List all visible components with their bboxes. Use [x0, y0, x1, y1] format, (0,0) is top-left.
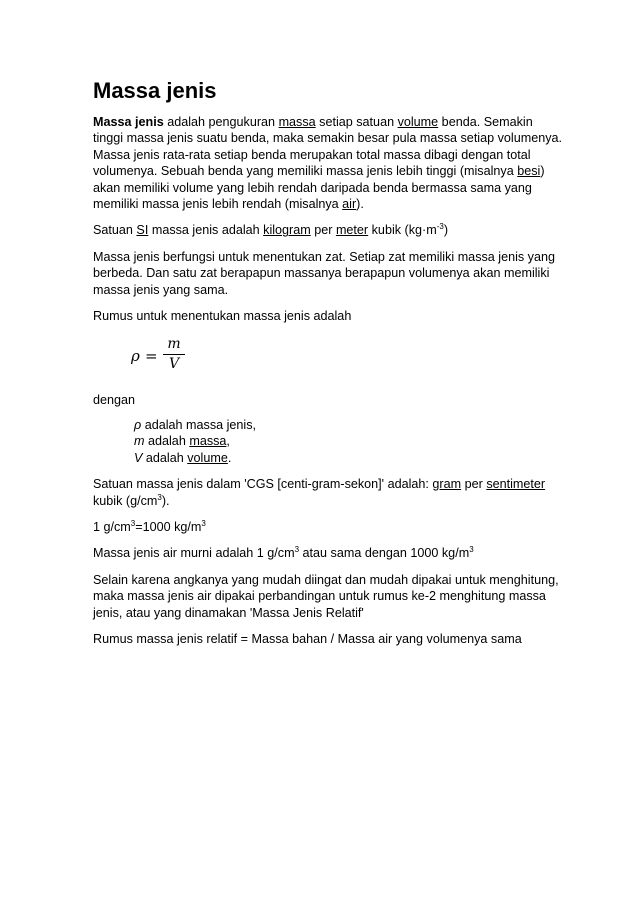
- superscript: 3: [469, 545, 474, 555]
- formula-fraction: [163, 336, 185, 373]
- link-sentimeter[interactable]: sentimeter: [486, 477, 546, 492]
- definition-item: [134, 433, 565, 449]
- text: per: [461, 477, 487, 492]
- link-gram[interactable]: gram: [432, 477, 462, 492]
- text: adalah: [144, 434, 190, 449]
- paragraph-dengan: dengan: [93, 393, 136, 408]
- text: adalah: [142, 450, 188, 465]
- symbol: V: [134, 450, 143, 465]
- superscript: 3: [294, 545, 300, 555]
- text: ).: [161, 493, 170, 508]
- superscript: -3: [436, 222, 444, 232]
- fraction-bar: [163, 354, 185, 355]
- paragraph-conversion: [93, 519, 565, 535]
- document-page: [93, 78, 565, 657]
- text: atau sama dengan 1000 kg/m: [299, 546, 470, 561]
- definition-item: [134, 417, 565, 433]
- link-massa-2[interactable]: massa: [189, 434, 227, 449]
- formula-denominator: V: [168, 356, 180, 373]
- text: ,: [226, 434, 230, 449]
- formula-rho: ρ: [131, 347, 140, 366]
- symbol: m: [134, 434, 145, 449]
- paragraph-relative: Selain karena angkanya yang mudah diingat dan mudah dipakai untuk menghitung, maka massa jenis air dipakai perbandingan untuk rumus ke-2 menghitung massa jenis, atau yang dinamakan 'Massa Jenis Relatif': [93, 572, 559, 620]
- text: massa jenis adalah: [148, 223, 264, 238]
- link-besi[interactable]: besi: [517, 164, 541, 179]
- text: adalah pengukuran: [163, 115, 279, 129]
- superscript: 3: [130, 518, 136, 528]
- link-si[interactable]: SI: [136, 223, 149, 238]
- link-air[interactable]: air: [342, 197, 357, 212]
- text: 1 g/cm: [93, 519, 131, 534]
- page-title: Massa jenis: [93, 78, 217, 103]
- text: .: [227, 450, 232, 465]
- link-kilogram[interactable]: kilogram: [263, 223, 311, 238]
- paragraph-water-density: [93, 545, 565, 561]
- text: ): [443, 223, 449, 238]
- formula-numerator: m: [167, 336, 181, 353]
- term-massa-jenis: Massa jenis: [93, 115, 164, 129]
- definition-item: [134, 450, 565, 466]
- text: ) akan memiliki volume yang lebih rendah daripada benda bermassa sama yang memiliki massa jenis lebih rendah (misalnya: [93, 164, 545, 212]
- paragraph-function: Massa jenis berfungsi untuk menentukan zat. Setiap zat memiliki massa jenis yang berbeda. Dan satu zat berapapun massanya berapapun volumenya akan memiliki massa jenis yang sama.: [93, 249, 555, 297]
- text: Massa jenis air murni adalah 1 g/cm: [93, 546, 295, 561]
- text: Satuan massa jenis dalam 'CGS [centi-gram-sekon]' adalah:: [93, 477, 433, 492]
- text: kubik (kg·m: [368, 223, 437, 238]
- text: per: [310, 223, 336, 238]
- paragraph-relative-formula: Rumus massa jenis relatif = Massa bahan / Massa air yang volumenya sama: [93, 631, 522, 646]
- text: kubik (g/cm: [93, 493, 158, 508]
- link-massa[interactable]: massa: [278, 115, 316, 129]
- text: adalah massa jenis,: [141, 417, 257, 432]
- text: Satuan: [93, 223, 137, 238]
- text: setiap satuan: [315, 115, 398, 129]
- density-formula: [131, 336, 565, 378]
- text: benda. Semakin tinggi massa jenis suatu benda, maka semakin besar pula massa setiap volumenya. Massa jenis rata-rata setiap benda merupakan total massa dibagi dengan total volumenya. Sebuah benda yang memiliki massa jenis lebih tinggi (misalnya: [93, 115, 563, 179]
- superscript: 3: [201, 518, 206, 528]
- definition-list: [134, 417, 565, 466]
- formula-equals: =: [145, 347, 158, 366]
- superscript: 3: [157, 492, 162, 502]
- link-volume-2[interactable]: volume: [187, 450, 228, 465]
- paragraph-formula-intro: Rumus untuk menentukan massa jenis adalah: [93, 309, 352, 324]
- text: ).: [356, 197, 364, 212]
- paragraph-definition: [93, 114, 565, 212]
- text: =1000 kg/m: [135, 519, 202, 534]
- paragraph-cgs: [93, 476, 565, 509]
- symbol: ρ: [134, 417, 142, 432]
- link-volume[interactable]: volume: [397, 115, 439, 129]
- link-meter[interactable]: meter: [335, 223, 369, 238]
- paragraph-si-unit: [93, 222, 565, 238]
